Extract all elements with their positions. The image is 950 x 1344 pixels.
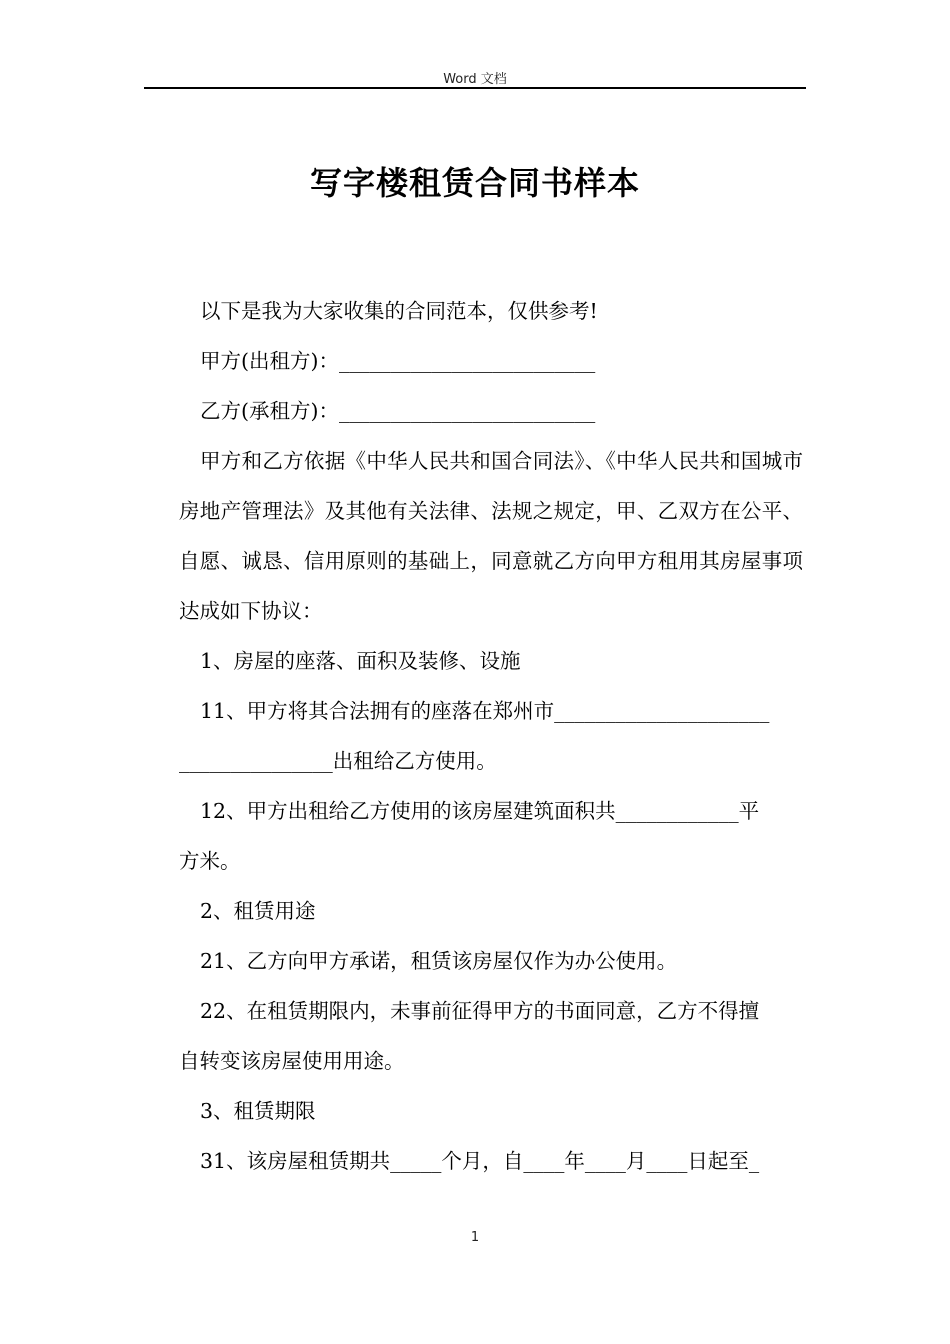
paragraph-clause-31: 31、该房屋租赁期共_____个月，自____年____月____日起至_ — [200, 1149, 760, 1173]
page-number: 1 — [470, 1230, 480, 1245]
paragraph-preamble: 甲方和乙方依据《中华人民共和国合同法》、《中华人民共和国城市房地产管理法》及其他有关法律、法规之规定，甲、乙双方在公平、自愿、诚恳、信用原则的基础上，同意就乙方向甲方租用其房屋事项达成如下协议： — [179, 449, 803, 623]
paragraph-clause-21: 21、乙方向甲方承诺，租赁该房屋仅作为办公使用。 — [200, 949, 678, 973]
header-rule — [144, 87, 806, 89]
paragraph-clause-22: 22、在租赁期限内，未事前征得甲方的书面同意，乙方不得擅 — [200, 999, 760, 1023]
paragraph-clause-11-cont: _______________出租给乙方使用。 — [179, 749, 497, 773]
section-heading-1: 1、房屋的座落、面积及装修、设施 — [200, 649, 521, 673]
paragraph-clause-12-cont: 方米。 — [179, 849, 241, 873]
paragraph-clause-11: 11、甲方将其合法拥有的座落在郑州市_____________________ — [200, 699, 770, 723]
paragraph-intro: 以下是我为大家收集的合同范本，仅供参考! — [200, 299, 598, 323]
paragraph-party-b: 乙方(承租方)：_________________________ — [200, 399, 596, 423]
document-title: 写字楼租赁合同书样本 — [309, 164, 640, 202]
document-body — [179, 286, 803, 1186]
paragraph-party-a: 甲方(出租方)：_________________________ — [200, 349, 596, 373]
section-heading-2: 2、租赁用途 — [200, 899, 316, 923]
section-heading-3: 3、租赁期限 — [200, 1099, 316, 1123]
paragraph-clause-22-cont: 自转变该房屋使用用途。 — [179, 1049, 405, 1073]
page-header: Word 文档 — [443, 72, 507, 87]
paragraph-clause-12: 12、甲方出租给乙方使用的该房屋建筑面积共____________平 — [200, 799, 760, 823]
